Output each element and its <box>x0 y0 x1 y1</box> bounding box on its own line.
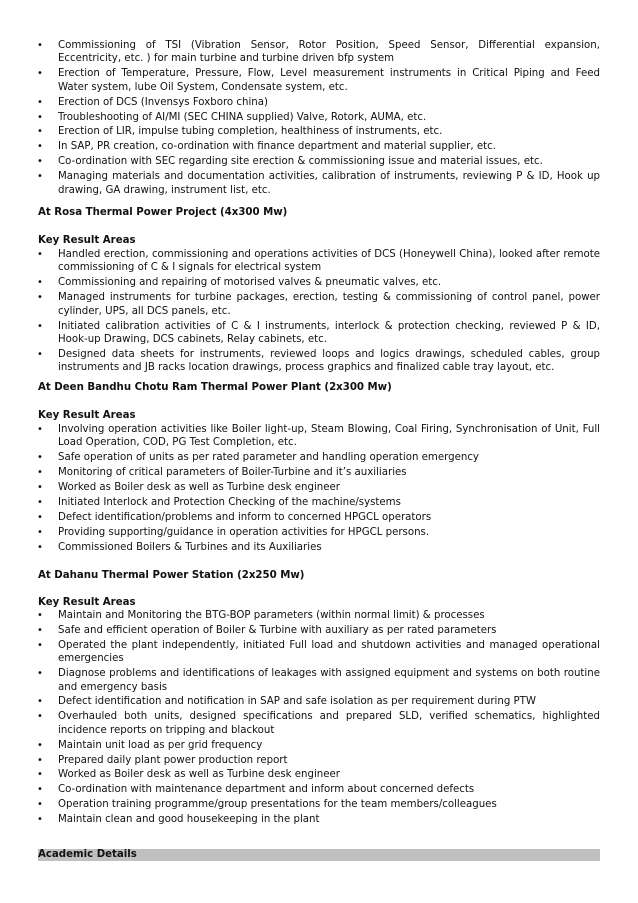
list-item: • In SAP, PR creation, co-ordination with finance department and material supplier, etc. <box>37 141 496 153</box>
dahanu-list <box>0 609 638 827</box>
intro-list <box>0 39 638 197</box>
list-item: • Safe and efficient operation of Boiler & Turbine with auxiliary as per rated parameters <box>37 624 497 636</box>
list-item: • Initiated calibration activities of C & I instruments, interlock & protection checking, reviewed P & ID, Hook-up Drawing, DCS cabinets, Relay cabinets, etc. <box>37 320 600 345</box>
bullet-icon: • <box>37 156 43 168</box>
list-item: • Managing materials and documentation activities, calibration of instruments, reviewing P & ID, Hook up drawing, GA drawing, instrument list, etc. <box>37 171 600 196</box>
list-item: • Maintain clean and good housekeeping in the plant <box>37 814 320 826</box>
list-item: • Co-ordination with SEC regarding site erection & commissioning issue and material issues, etc. <box>37 156 543 168</box>
bullet-icon: • <box>37 424 43 435</box>
list-item: • Erection of LIR, impulse tubing completion, healthiness of instruments, etc. <box>37 126 443 138</box>
list-item: • Managed instruments for turbine packages, erection, testing & commissioning of control panel, power cylinder, UPS, all DCS panels, etc. <box>37 292 600 317</box>
bullet-icon: • <box>37 814 43 826</box>
list-item: • Designed data sheets for instruments, reviewed loops and logics drawings, scheduled cables, group instruments and JB racks location drawings, process graphics and finalized cable tray layout, etc. <box>37 348 600 374</box>
list-item: • Co-ordination with maintenance department and inform about concerned defects <box>37 784 475 796</box>
bullet-icon: • <box>37 171 43 183</box>
list-item: • Commissioning of TSI (Vibration Sensor, Rotor Position, Speed Sensor, Differential expansion, Eccentricity, etc. ) for main turbine and turbine driven bfp system <box>37 40 600 65</box>
bullet-icon: • <box>37 511 43 523</box>
list-item: • Providing supporting/guidance in operation activities for HPGCL persons. <box>37 526 430 538</box>
deen-section-title: At Deen Bandhu Chotu Ram Thermal Power Plant (2x300 Mw) <box>38 382 392 393</box>
bullet-icon: • <box>37 292 43 304</box>
list-item: • Handled erection, commissioning and operations activities of DCS (Honeywell China), looked after remote commissioning of C & I signals for electrical system <box>37 249 600 274</box>
list-item: • Overhauled both units, designed specifications and prepared SLD, verified schematics, highlighted incidence reports on tripping and blackout <box>37 711 600 736</box>
bullet-icon: • <box>37 40 43 51</box>
dahanu-kra-heading: Key Result Areas <box>38 597 136 608</box>
bullet-icon: • <box>37 668 43 680</box>
list-item: • Monitoring of critical parameters of Boiler-Turbine and it’s auxiliaries <box>37 467 407 479</box>
bullet-icon: • <box>37 320 43 332</box>
list-item: • Maintain unit load as per grid frequency <box>37 739 263 751</box>
list-item: • Erection of DCS (Invensys Foxboro china) <box>37 96 268 108</box>
list-item: • Commissioned Boilers & Turbines and its Auxiliaries <box>37 541 322 553</box>
list-item: • Operation training programme/group presentations for the team members/colleagues <box>37 799 497 811</box>
bullet-icon: • <box>37 784 43 796</box>
bullet-icon: • <box>37 68 43 80</box>
bullet-icon: • <box>37 497 43 509</box>
list-item: • Prepared daily plant power production report <box>37 754 288 766</box>
bullet-icon: • <box>37 526 43 538</box>
bullet-icon: • <box>37 452 43 464</box>
list-item: • Worked as Boiler desk as well as Turbine desk engineer <box>37 482 340 494</box>
deen-kra-heading: Key Result Areas <box>38 410 136 421</box>
bullet-icon: • <box>37 141 43 153</box>
list-item: • Troubleshooting of AI/MI (SEC CHINA supplied) Valve, Rotork, AUMA, etc. <box>37 111 427 123</box>
bullet-icon: • <box>37 769 43 781</box>
list-item: • Initiated Interlock and Protection Checking of the machine/systems <box>37 497 401 509</box>
list-item: • Defect identification and notification in SAP and safe isolation as per requirement during PTW <box>37 696 536 708</box>
list-item: • Operated the plant independently, initiated Full load and shutdown activities and managed operational emergencies <box>37 639 600 665</box>
list-item: • Safe operation of units as per rated parameter and handling operation emergency <box>37 452 479 464</box>
bullet-icon: • <box>37 126 43 138</box>
bullet-icon: • <box>37 277 43 289</box>
list-item: • Worked as Boiler desk as well as Turbine desk engineer <box>37 769 340 781</box>
bullet-icon: • <box>37 541 43 553</box>
rosa-kra-heading: Key Result Areas <box>38 235 136 246</box>
list-item: • Commissioning and repairing of motorised valves & pneumatic valves, etc. <box>37 277 442 289</box>
list-item: • Maintain and Monitoring the BTG-BOP parameters (within normal limit) & processes <box>37 610 485 621</box>
bullet-icon: • <box>37 467 43 479</box>
bullet-icon: • <box>37 96 43 108</box>
list-item: • Involving operation activities like Boiler light-up, Steam Blowing, Coal Firing, Synchronisation of Unit, Full Load Operation, COD, PG Test Completion, etc. <box>37 424 600 449</box>
list-item: • Erection of Temperature, Pressure, Flow, Level measurement instruments in Critical Piping and Feed Water system, lube Oil System, Condensate system, etc. <box>37 68 600 93</box>
list-item: • Defect identification/problems and inform to concerned HPGCL operators <box>37 511 432 523</box>
bullet-icon: • <box>37 739 43 751</box>
bullet-icon: • <box>37 624 43 636</box>
bullet-icon: • <box>37 610 43 621</box>
rosa-list <box>0 248 638 375</box>
bullet-icon: • <box>37 696 43 708</box>
bullet-icon: • <box>37 799 43 811</box>
bullet-icon: • <box>37 348 43 360</box>
bullet-icon: • <box>37 482 43 494</box>
deen-list <box>0 423 638 554</box>
bullet-icon: • <box>37 111 43 123</box>
bullet-icon: • <box>37 639 43 651</box>
bullet-icon: • <box>37 711 43 723</box>
list-item: • Diagnose problems and identifications of leakages with assigned equipment and systems on both routine and emergency basis <box>37 668 600 693</box>
academic-details-heading: Academic Details <box>38 849 600 861</box>
bullet-icon: • <box>37 249 43 260</box>
bullet-icon: • <box>37 754 43 766</box>
dahanu-section-title: At Dahanu Thermal Power Station (2x250 Mw) <box>38 570 305 581</box>
rosa-section-title: At Rosa Thermal Power Project (4x300 Mw) <box>38 207 288 218</box>
